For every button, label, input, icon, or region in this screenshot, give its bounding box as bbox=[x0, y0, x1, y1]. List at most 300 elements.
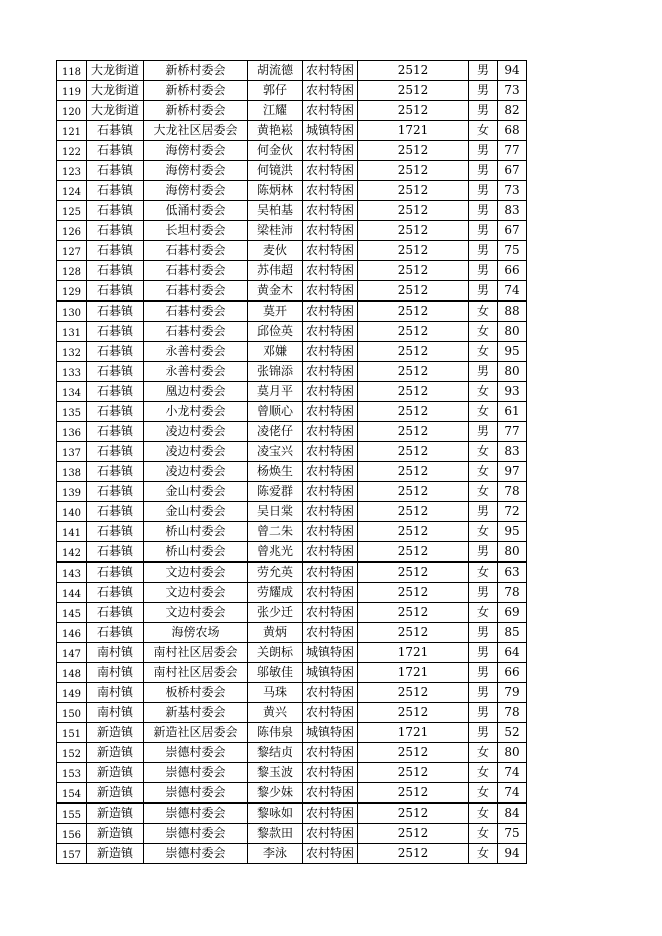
amount-cell: 2512 bbox=[358, 362, 469, 382]
town-cell: 石碁镇 bbox=[87, 241, 144, 261]
age-cell: 73 bbox=[498, 81, 527, 101]
gender-cell: 男 bbox=[469, 723, 498, 743]
category-cell: 农村特困 bbox=[303, 241, 358, 261]
age-cell: 95 bbox=[498, 522, 527, 542]
row-number-cell: 152 bbox=[57, 743, 87, 763]
gender-cell: 男 bbox=[469, 683, 498, 703]
amount-cell: 2512 bbox=[358, 824, 469, 844]
gender-cell: 女 bbox=[469, 462, 498, 482]
table-row bbox=[57, 462, 527, 482]
category-cell: 农村特困 bbox=[303, 301, 358, 322]
table-row bbox=[57, 522, 527, 542]
person-name-cell: 吴柏基 bbox=[248, 201, 303, 221]
age-cell: 73 bbox=[498, 181, 527, 201]
town-cell: 石碁镇 bbox=[87, 342, 144, 362]
table-row bbox=[57, 763, 527, 783]
town-cell: 新造镇 bbox=[87, 844, 144, 864]
age-cell: 85 bbox=[498, 623, 527, 643]
row-number-cell: 151 bbox=[57, 723, 87, 743]
row-number-cell: 144 bbox=[57, 583, 87, 603]
amount-cell: 2512 bbox=[358, 783, 469, 804]
row-number-cell: 139 bbox=[57, 482, 87, 502]
committee-cell: 凌边村委会 bbox=[144, 422, 248, 442]
amount-cell: 2512 bbox=[358, 562, 469, 583]
table-row bbox=[57, 643, 527, 663]
committee-cell: 永善村委会 bbox=[144, 342, 248, 362]
category-cell: 农村特困 bbox=[303, 743, 358, 763]
amount-cell: 2512 bbox=[358, 603, 469, 623]
gender-cell: 女 bbox=[469, 301, 498, 322]
row-number-cell: 130 bbox=[57, 301, 87, 322]
town-cell: 石碁镇 bbox=[87, 181, 144, 201]
person-name-cell: 莫开 bbox=[248, 301, 303, 322]
committee-cell: 石碁村委会 bbox=[144, 301, 248, 322]
age-cell: 63 bbox=[498, 562, 527, 583]
person-name-cell: 张少迁 bbox=[248, 603, 303, 623]
gender-cell: 女 bbox=[469, 322, 498, 342]
age-cell: 78 bbox=[498, 482, 527, 502]
town-cell: 石碁镇 bbox=[87, 522, 144, 542]
committee-cell: 南村社区居委会 bbox=[144, 643, 248, 663]
age-cell: 74 bbox=[498, 783, 527, 804]
row-number-cell: 138 bbox=[57, 462, 87, 482]
person-name-cell: 邱俭英 bbox=[248, 322, 303, 342]
row-number-cell: 133 bbox=[57, 362, 87, 382]
amount-cell: 2512 bbox=[358, 502, 469, 522]
category-cell: 农村特困 bbox=[303, 603, 358, 623]
table-row bbox=[57, 723, 527, 743]
amount-cell: 2512 bbox=[358, 623, 469, 643]
category-cell: 农村特困 bbox=[303, 181, 358, 201]
person-name-cell: 江耀 bbox=[248, 101, 303, 121]
gender-cell: 男 bbox=[469, 422, 498, 442]
amount-cell: 2512 bbox=[358, 61, 469, 81]
town-cell: 石碁镇 bbox=[87, 301, 144, 322]
committee-cell: 石碁村委会 bbox=[144, 241, 248, 261]
person-name-cell: 劳允英 bbox=[248, 562, 303, 583]
committee-cell: 凰边村委会 bbox=[144, 382, 248, 402]
table-row bbox=[57, 241, 527, 261]
category-cell: 农村特困 bbox=[303, 442, 358, 462]
table-row bbox=[57, 382, 527, 402]
age-cell: 79 bbox=[498, 683, 527, 703]
table-row bbox=[57, 61, 527, 81]
age-cell: 94 bbox=[498, 61, 527, 81]
category-cell: 农村特困 bbox=[303, 824, 358, 844]
age-cell: 75 bbox=[498, 241, 527, 261]
gender-cell: 女 bbox=[469, 844, 498, 864]
table-row bbox=[57, 342, 527, 362]
committee-cell: 文边村委会 bbox=[144, 583, 248, 603]
row-number-cell: 145 bbox=[57, 603, 87, 623]
person-name-cell: 黎少妹 bbox=[248, 783, 303, 804]
table-row bbox=[57, 402, 527, 422]
committee-cell: 凌边村委会 bbox=[144, 442, 248, 462]
town-cell: 石碁镇 bbox=[87, 121, 144, 141]
table-row bbox=[57, 482, 527, 502]
row-number-cell: 128 bbox=[57, 261, 87, 281]
row-number-cell: 142 bbox=[57, 542, 87, 563]
town-cell: 新造镇 bbox=[87, 783, 144, 804]
person-name-cell: 何镜洪 bbox=[248, 161, 303, 181]
age-cell: 80 bbox=[498, 743, 527, 763]
person-name-cell: 曾兆光 bbox=[248, 542, 303, 563]
table-row bbox=[57, 281, 527, 302]
gender-cell: 男 bbox=[469, 241, 498, 261]
table-row bbox=[57, 422, 527, 442]
category-cell: 城镇特困 bbox=[303, 643, 358, 663]
person-name-cell: 黎款田 bbox=[248, 824, 303, 844]
town-cell: 南村镇 bbox=[87, 643, 144, 663]
person-name-cell: 陈炳林 bbox=[248, 181, 303, 201]
age-cell: 66 bbox=[498, 663, 527, 683]
age-cell: 94 bbox=[498, 844, 527, 864]
committee-cell: 石碁村委会 bbox=[144, 261, 248, 281]
age-cell: 88 bbox=[498, 301, 527, 322]
category-cell: 农村特困 bbox=[303, 783, 358, 804]
gender-cell: 女 bbox=[469, 482, 498, 502]
town-cell: 新造镇 bbox=[87, 824, 144, 844]
age-cell: 67 bbox=[498, 221, 527, 241]
amount-cell: 2512 bbox=[358, 422, 469, 442]
category-cell: 农村特困 bbox=[303, 522, 358, 542]
category-cell: 农村特困 bbox=[303, 101, 358, 121]
category-cell: 农村特困 bbox=[303, 623, 358, 643]
row-number-cell: 148 bbox=[57, 663, 87, 683]
age-cell: 69 bbox=[498, 603, 527, 623]
amount-cell: 2512 bbox=[358, 322, 469, 342]
gender-cell: 女 bbox=[469, 803, 498, 824]
gender-cell: 男 bbox=[469, 643, 498, 663]
person-name-cell: 郭仔 bbox=[248, 81, 303, 101]
amount-cell: 2512 bbox=[358, 743, 469, 763]
row-number-cell: 156 bbox=[57, 824, 87, 844]
amount-cell: 1721 bbox=[358, 643, 469, 663]
table-row bbox=[57, 442, 527, 462]
gender-cell: 男 bbox=[469, 583, 498, 603]
gender-cell: 男 bbox=[469, 201, 498, 221]
row-number-cell: 155 bbox=[57, 803, 87, 824]
category-cell: 农村特困 bbox=[303, 462, 358, 482]
person-name-cell: 曾二朱 bbox=[248, 522, 303, 542]
row-number-cell: 135 bbox=[57, 402, 87, 422]
gender-cell: 男 bbox=[469, 221, 498, 241]
town-cell: 石碁镇 bbox=[87, 141, 144, 161]
table-body bbox=[57, 61, 527, 864]
amount-cell: 2512 bbox=[358, 101, 469, 121]
gender-cell: 男 bbox=[469, 663, 498, 683]
town-cell: 石碁镇 bbox=[87, 161, 144, 181]
gender-cell: 男 bbox=[469, 261, 498, 281]
amount-cell: 1721 bbox=[358, 723, 469, 743]
gender-cell: 男 bbox=[469, 181, 498, 201]
gender-cell: 男 bbox=[469, 703, 498, 723]
age-cell: 78 bbox=[498, 583, 527, 603]
committee-cell: 海傍村委会 bbox=[144, 141, 248, 161]
category-cell: 农村特困 bbox=[303, 402, 358, 422]
person-name-cell: 邓嫌 bbox=[248, 342, 303, 362]
table-row bbox=[57, 683, 527, 703]
gender-cell: 女 bbox=[469, 743, 498, 763]
table-row bbox=[57, 161, 527, 181]
category-cell: 农村特困 bbox=[303, 683, 358, 703]
person-name-cell: 凌宝兴 bbox=[248, 442, 303, 462]
committee-cell: 大龙社区居委会 bbox=[144, 121, 248, 141]
town-cell: 石碁镇 bbox=[87, 442, 144, 462]
category-cell: 农村特困 bbox=[303, 502, 358, 522]
committee-cell: 新桥村委会 bbox=[144, 61, 248, 81]
person-name-cell: 马珠 bbox=[248, 683, 303, 703]
gender-cell: 男 bbox=[469, 161, 498, 181]
person-name-cell: 张锦添 bbox=[248, 362, 303, 382]
gender-cell: 女 bbox=[469, 522, 498, 542]
amount-cell: 2512 bbox=[358, 81, 469, 101]
committee-cell: 小龙村委会 bbox=[144, 402, 248, 422]
town-cell: 石碁镇 bbox=[87, 322, 144, 342]
table-row bbox=[57, 201, 527, 221]
table-row bbox=[57, 603, 527, 623]
category-cell: 农村特困 bbox=[303, 342, 358, 362]
age-cell: 72 bbox=[498, 502, 527, 522]
table-row bbox=[57, 623, 527, 643]
table-row bbox=[57, 502, 527, 522]
row-number-cell: 137 bbox=[57, 442, 87, 462]
amount-cell: 2512 bbox=[358, 382, 469, 402]
table-row bbox=[57, 322, 527, 342]
gender-cell: 男 bbox=[469, 101, 498, 121]
town-cell: 石碁镇 bbox=[87, 623, 144, 643]
amount-cell: 2512 bbox=[358, 261, 469, 281]
row-number-cell: 147 bbox=[57, 643, 87, 663]
category-cell: 农村特困 bbox=[303, 141, 358, 161]
gender-cell: 男 bbox=[469, 502, 498, 522]
table-row bbox=[57, 221, 527, 241]
row-number-cell: 157 bbox=[57, 844, 87, 864]
row-number-cell: 143 bbox=[57, 562, 87, 583]
committee-cell: 新桥村委会 bbox=[144, 101, 248, 121]
category-cell: 农村特困 bbox=[303, 322, 358, 342]
age-cell: 67 bbox=[498, 161, 527, 181]
category-cell: 农村特困 bbox=[303, 362, 358, 382]
row-number-cell: 153 bbox=[57, 763, 87, 783]
table-row bbox=[57, 703, 527, 723]
category-cell: 农村特困 bbox=[303, 803, 358, 824]
amount-cell: 2512 bbox=[358, 844, 469, 864]
gender-cell: 男 bbox=[469, 81, 498, 101]
table-row bbox=[57, 261, 527, 281]
amount-cell: 2512 bbox=[358, 201, 469, 221]
person-name-cell: 关朗标 bbox=[248, 643, 303, 663]
row-number-cell: 123 bbox=[57, 161, 87, 181]
age-cell: 80 bbox=[498, 322, 527, 342]
town-cell: 石碁镇 bbox=[87, 603, 144, 623]
committee-cell: 海傍村委会 bbox=[144, 161, 248, 181]
committee-cell: 板桥村委会 bbox=[144, 683, 248, 703]
amount-cell: 2512 bbox=[358, 522, 469, 542]
age-cell: 95 bbox=[498, 342, 527, 362]
row-number-cell: 124 bbox=[57, 181, 87, 201]
amount-cell: 2512 bbox=[358, 161, 469, 181]
committee-cell: 海傍村委会 bbox=[144, 181, 248, 201]
committee-cell: 文边村委会 bbox=[144, 562, 248, 583]
person-name-cell: 何金伙 bbox=[248, 141, 303, 161]
table-row bbox=[57, 824, 527, 844]
committee-cell: 金山村委会 bbox=[144, 502, 248, 522]
town-cell: 石碁镇 bbox=[87, 281, 144, 302]
town-cell: 石碁镇 bbox=[87, 402, 144, 422]
town-cell: 新造镇 bbox=[87, 803, 144, 824]
table-row bbox=[57, 583, 527, 603]
amount-cell: 2512 bbox=[358, 542, 469, 563]
row-number-cell: 126 bbox=[57, 221, 87, 241]
amount-cell: 2512 bbox=[358, 221, 469, 241]
town-cell: 石碁镇 bbox=[87, 201, 144, 221]
gender-cell: 男 bbox=[469, 281, 498, 302]
amount-cell: 1721 bbox=[358, 121, 469, 141]
age-cell: 64 bbox=[498, 643, 527, 663]
row-number-cell: 154 bbox=[57, 783, 87, 804]
town-cell: 石碁镇 bbox=[87, 422, 144, 442]
row-number-cell: 134 bbox=[57, 382, 87, 402]
table-row bbox=[57, 101, 527, 121]
age-cell: 78 bbox=[498, 703, 527, 723]
committee-cell: 永善村委会 bbox=[144, 362, 248, 382]
person-name-cell: 劳耀成 bbox=[248, 583, 303, 603]
amount-cell: 2512 bbox=[358, 763, 469, 783]
amount-cell: 2512 bbox=[358, 281, 469, 302]
row-number-cell: 140 bbox=[57, 502, 87, 522]
category-cell: 城镇特困 bbox=[303, 663, 358, 683]
committee-cell: 海傍农场 bbox=[144, 623, 248, 643]
amount-cell: 2512 bbox=[358, 241, 469, 261]
table-row bbox=[57, 783, 527, 804]
amount-cell: 2512 bbox=[358, 442, 469, 462]
gender-cell: 女 bbox=[469, 442, 498, 462]
age-cell: 77 bbox=[498, 422, 527, 442]
town-cell: 石碁镇 bbox=[87, 382, 144, 402]
category-cell: 农村特困 bbox=[303, 703, 358, 723]
gender-cell: 女 bbox=[469, 121, 498, 141]
committee-cell: 石碁村委会 bbox=[144, 281, 248, 302]
table-row bbox=[57, 743, 527, 763]
amount-cell: 2512 bbox=[358, 141, 469, 161]
town-cell: 大龙街道 bbox=[87, 81, 144, 101]
gender-cell: 男 bbox=[469, 362, 498, 382]
row-number-cell: 122 bbox=[57, 141, 87, 161]
person-name-cell: 黎咏如 bbox=[248, 803, 303, 824]
town-cell: 石碁镇 bbox=[87, 502, 144, 522]
person-name-cell: 莫月平 bbox=[248, 382, 303, 402]
age-cell: 75 bbox=[498, 824, 527, 844]
committee-cell: 崇德村委会 bbox=[144, 844, 248, 864]
row-number-cell: 149 bbox=[57, 683, 87, 703]
committee-cell: 新基村委会 bbox=[144, 703, 248, 723]
town-cell: 南村镇 bbox=[87, 683, 144, 703]
amount-cell: 2512 bbox=[358, 703, 469, 723]
gender-cell: 男 bbox=[469, 141, 498, 161]
committee-cell: 桥山村委会 bbox=[144, 522, 248, 542]
category-cell: 农村特困 bbox=[303, 562, 358, 583]
amount-cell: 2512 bbox=[358, 583, 469, 603]
gender-cell: 男 bbox=[469, 61, 498, 81]
category-cell: 农村特困 bbox=[303, 261, 358, 281]
person-name-cell: 黄艳崧 bbox=[248, 121, 303, 141]
age-cell: 66 bbox=[498, 261, 527, 281]
committee-cell: 崇德村委会 bbox=[144, 783, 248, 804]
age-cell: 52 bbox=[498, 723, 527, 743]
age-cell: 77 bbox=[498, 141, 527, 161]
age-cell: 84 bbox=[498, 803, 527, 824]
table-row bbox=[57, 542, 527, 563]
table-row bbox=[57, 181, 527, 201]
committee-cell: 崇德村委会 bbox=[144, 743, 248, 763]
row-number-cell: 125 bbox=[57, 201, 87, 221]
age-cell: 83 bbox=[498, 201, 527, 221]
town-cell: 南村镇 bbox=[87, 663, 144, 683]
row-number-cell: 136 bbox=[57, 422, 87, 442]
age-cell: 68 bbox=[498, 121, 527, 141]
table-row bbox=[57, 121, 527, 141]
gender-cell: 男 bbox=[469, 542, 498, 563]
committee-cell: 长坦村委会 bbox=[144, 221, 248, 241]
row-number-cell: 141 bbox=[57, 522, 87, 542]
row-number-cell: 129 bbox=[57, 281, 87, 302]
town-cell: 石碁镇 bbox=[87, 562, 144, 583]
gender-cell: 女 bbox=[469, 603, 498, 623]
table-row bbox=[57, 301, 527, 322]
person-name-cell: 李泳 bbox=[248, 844, 303, 864]
records-table bbox=[56, 60, 527, 864]
amount-cell: 2512 bbox=[358, 301, 469, 322]
gender-cell: 女 bbox=[469, 382, 498, 402]
category-cell: 农村特困 bbox=[303, 844, 358, 864]
person-name-cell: 胡流德 bbox=[248, 61, 303, 81]
committee-cell: 新桥村委会 bbox=[144, 81, 248, 101]
table-row bbox=[57, 81, 527, 101]
gender-cell: 女 bbox=[469, 562, 498, 583]
town-cell: 石碁镇 bbox=[87, 221, 144, 241]
amount-cell: 2512 bbox=[358, 462, 469, 482]
row-number-cell: 132 bbox=[57, 342, 87, 362]
person-name-cell: 黄炳 bbox=[248, 623, 303, 643]
row-number-cell: 131 bbox=[57, 322, 87, 342]
row-number-cell: 127 bbox=[57, 241, 87, 261]
town-cell: 石碁镇 bbox=[87, 542, 144, 563]
gender-cell: 女 bbox=[469, 824, 498, 844]
amount-cell: 2512 bbox=[358, 402, 469, 422]
row-number-cell: 118 bbox=[57, 61, 87, 81]
category-cell: 农村特困 bbox=[303, 281, 358, 302]
category-cell: 农村特困 bbox=[303, 81, 358, 101]
category-cell: 城镇特困 bbox=[303, 121, 358, 141]
town-cell: 大龙街道 bbox=[87, 101, 144, 121]
committee-cell: 凌边村委会 bbox=[144, 462, 248, 482]
age-cell: 74 bbox=[498, 281, 527, 302]
gender-cell: 男 bbox=[469, 623, 498, 643]
category-cell: 农村特困 bbox=[303, 763, 358, 783]
committee-cell: 低涌村委会 bbox=[144, 201, 248, 221]
category-cell: 城镇特困 bbox=[303, 723, 358, 743]
committee-cell: 崇德村委会 bbox=[144, 824, 248, 844]
table-row bbox=[57, 362, 527, 382]
category-cell: 农村特困 bbox=[303, 482, 358, 502]
person-name-cell: 黄金木 bbox=[248, 281, 303, 302]
table-row bbox=[57, 562, 527, 583]
age-cell: 97 bbox=[498, 462, 527, 482]
person-name-cell: 黎玉波 bbox=[248, 763, 303, 783]
category-cell: 农村特困 bbox=[303, 201, 358, 221]
person-name-cell: 苏伟超 bbox=[248, 261, 303, 281]
